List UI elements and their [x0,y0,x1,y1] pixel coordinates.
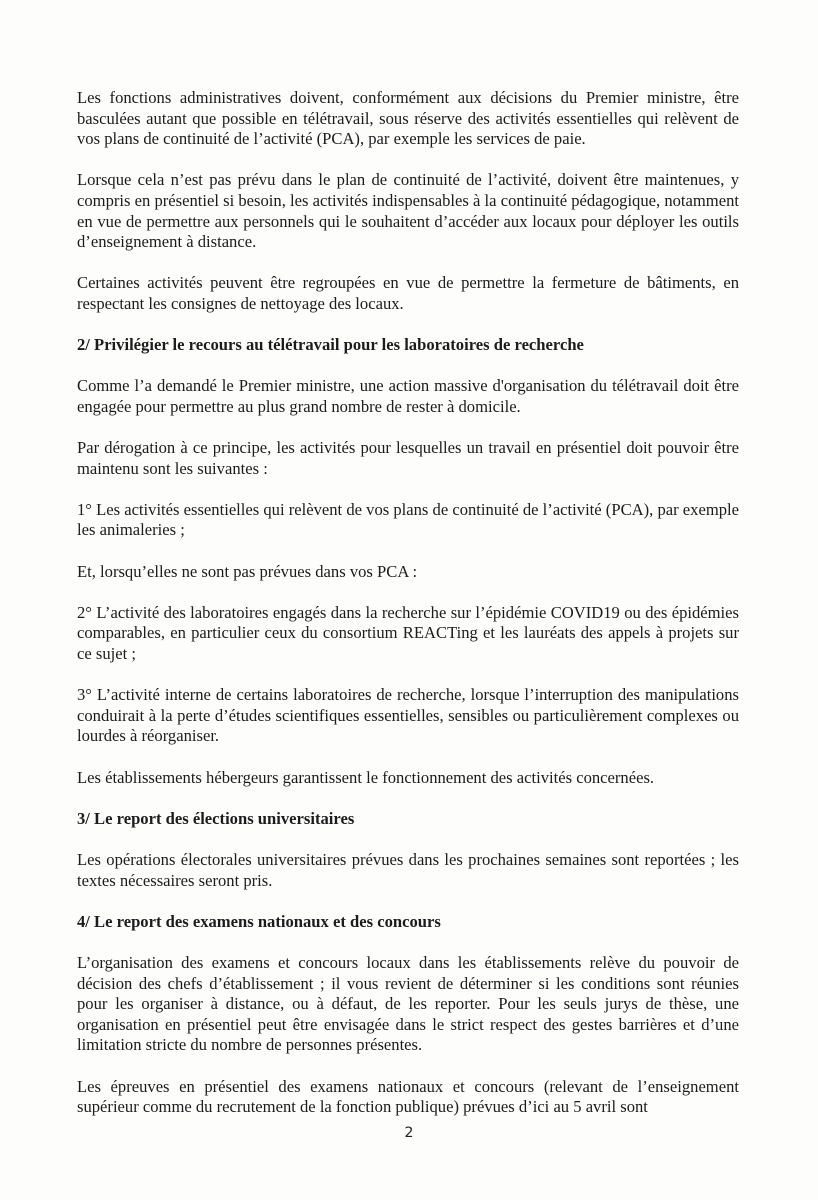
paragraph: Les opérations électorales universitaires prévues dans les prochaines semaines sont reportées ; les textes nécessaires seront pris. [77,849,739,890]
section-heading: 2/ Privilégier le recours au télétravail pour les laboratoires de recherche [77,335,584,355]
section-heading: 4/ Le report des examens nationaux et des concours [77,911,441,931]
paragraph: 3° L’activité interne de certains laboratoires de recherche, lorsque l’interruption des manipulations conduirait à la perte d’études scientifiques essentielles, sensibles ou particulièrement complexes ou lourdes à réorganiser. [77,685,739,746]
paragraph: Par dérogation à ce principe, les activités pour lesquelles un travail en présentiel doit pouvoir être maintenu sont les suivantes : [77,438,739,478]
paragraph: 1° Les activités essentielles qui relèvent de vos plans de continuité de l’activité (PCA), par exemple les animaleries ; [77,499,739,540]
paragraph: 2° L’activité des laboratoires engagés dans la recherche sur l’épidémie COVID19 ou des épidémies comparables, en particulier ceux du consortium REACTing et les lauréats des appels à projets sur ce sujet ; [77,602,739,664]
paragraph: Les établissements hébergeurs garantissent le fonctionnement des activités concernées. [77,767,655,787]
paragraph: Et, lorsqu’elles ne sont pas prévues dans vos PCA : [77,561,418,581]
section-heading: 3/ Le report des élections universitaires [77,808,355,828]
paragraph: Certaines activités peuvent être regroupées en vue de permettre la fermeture de bâtiments, en respectant les consignes de nettoyage des locaux. [77,273,739,313]
paragraph: Les fonctions administratives doivent, conformément aux décisions du Premier ministre, être basculées autant que possible en télétravail, sous réserve des activités essentielles qui relèvent de vos plans de continuité de l’activité (PCA), par exemple les services de paie. [77,88,739,149]
paragraph: Lorsque cela n’est pas prévu dans le plan de continuité de l’activité, doivent être maintenues, y compris en présentiel si besoin, les activités indispensables à la continuité pédagogique, notamment en vue de permettre aux personnels qui le souhaitent d’accéder aux locaux pour déployer les outils d’enseignement à distance. [77,170,739,252]
paragraph: Les épreuves en présentiel des examens nationaux et concours (relevant de l’enseignement supérieur comme du recrutement de la fonction publique) prévues d’ici au 5 avril sont [77,1076,739,1117]
page-number: 2 [404,1125,414,1141]
paragraph: Comme l’a demandé le Premier ministre, une action massive d'organisation du télétravail doit être engagée pour permettre au plus grand nombre de rester à domicile. [77,376,739,416]
document-body [77,88,739,1138]
paragraph: L’organisation des examens et concours locaux dans les établissements relève du pouvoir de décision des chefs d’établissement ; il vous revient de déterminer si les conditions sont réunies pour les organiser à distance, ou à défaut, de les reporter. Pour les seuls jurys de thèse, une organisation en présentiel peut être envisagée dans le strict respect des gestes barrières et d’une limitation stricte du nombre de personnes présentes. [77,952,739,1055]
